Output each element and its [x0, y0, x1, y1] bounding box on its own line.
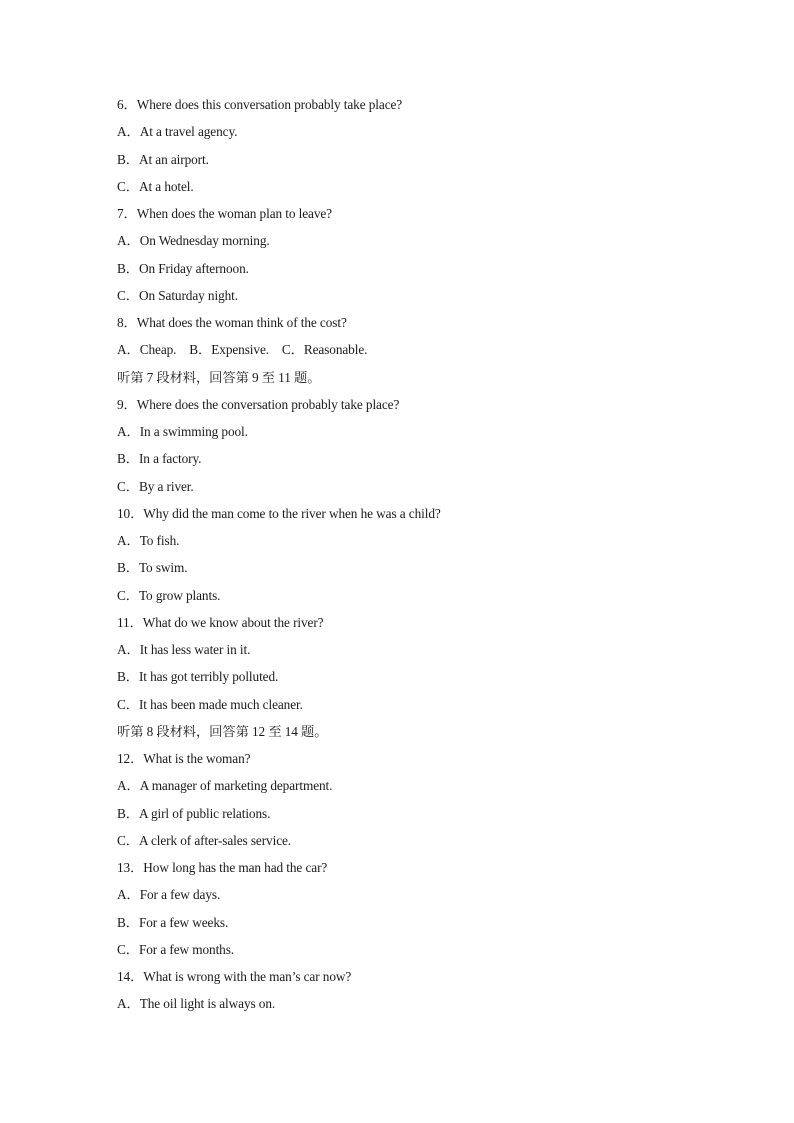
question-6: 6．Where does this conversation probably take place?	[117, 97, 403, 112]
option-12b: B．A girl of public relations.	[117, 805, 271, 821]
option-7c: C．On Saturday night.	[117, 287, 238, 303]
options-8: A．Cheap. B．Expensive. C．Reasonable.	[117, 342, 368, 358]
option-11b: B．It has got terribly polluted.	[117, 669, 279, 685]
option-6b: B．At an airport.	[117, 151, 209, 167]
option-11c: C．It has been made much cleaner.	[117, 696, 303, 712]
question-10: 10．Why did the man come to the river when he was a child?	[117, 505, 441, 521]
question-12: 12．What is the woman?	[117, 751, 251, 766]
document-body	[117, 94, 717, 1021]
option-7a: A．On Wednesday morning.	[117, 233, 270, 249]
option-10c: C．To grow plants.	[117, 587, 221, 603]
option-14a: A．The oil light is always on.	[117, 996, 276, 1012]
option-12a: A．A manager of marketing department.	[117, 778, 333, 794]
question-11: 11．What do we know about the river?	[117, 614, 324, 630]
section-instruction-7: 听第 7 段材料，回答第 9 至 11 题。	[117, 369, 321, 385]
option-9b: B．In a factory.	[117, 451, 202, 467]
option-11a: A．It has less water in it.	[117, 642, 251, 657]
option-6a: A．At a travel agency.	[117, 124, 238, 140]
option-12c: C．A clerk of after-sales service.	[117, 832, 292, 848]
option-13a: A．For a few days.	[117, 887, 221, 903]
option-7b: B．On Friday afternoon.	[117, 260, 249, 276]
option-9a: A．In a swimming pool.	[117, 424, 248, 439]
option-10b: B．To swim.	[117, 560, 188, 576]
question-14: 14．What is wrong with the man’s car now?	[117, 969, 352, 984]
question-7: 7．When does the woman plan to leave?	[117, 206, 332, 221]
question-9: 9．Where does the conversation probably take place?	[117, 396, 400, 412]
option-13c: C．For a few months.	[117, 941, 235, 957]
option-6c: C．At a hotel.	[117, 178, 194, 194]
section-instruction-8: 听第 8 段材料，回答第 12 至 14 题。	[117, 723, 328, 739]
option-13b: B．For a few weeks.	[117, 914, 229, 930]
question-13: 13．How long has the man had the car?	[117, 860, 328, 875]
option-9c: C．By a river.	[117, 478, 194, 494]
question-8: 8．What does the woman think of the cost?	[117, 315, 347, 330]
option-10a: A．To fish.	[117, 533, 180, 548]
